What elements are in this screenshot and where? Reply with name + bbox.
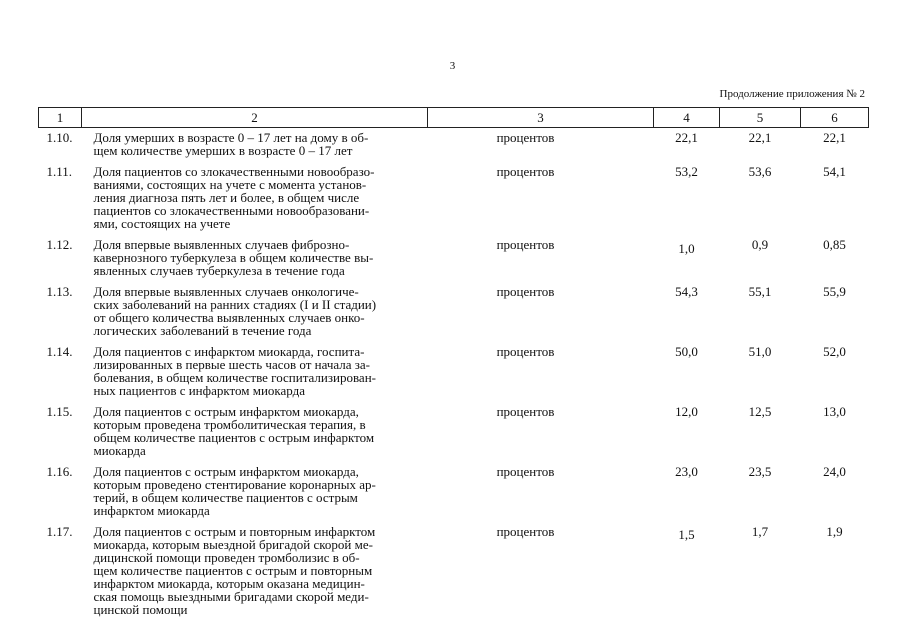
value-text: 1,0 [678, 241, 695, 256]
description-line: которым проведена тромболитическая терапия, в [93, 417, 366, 432]
row-description [82, 162, 428, 235]
table-row [39, 342, 869, 402]
row-unit: процентов [496, 284, 555, 299]
row-unit: процентов [496, 164, 555, 179]
description-line: инфарктом миокарда, которым оказана медицин- [93, 576, 365, 591]
value-text: 1,5 [678, 527, 695, 542]
header-col-4: 4 [654, 108, 720, 128]
table-header-row [39, 108, 869, 128]
value-col-4 [654, 235, 720, 282]
description-line: от общего количества выявленных случаев онко- [93, 310, 365, 325]
description-line: дицинской помощи проведен тромболизис в об- [93, 550, 360, 565]
value-col-5: 53,6 [748, 164, 772, 179]
page-number: 3 [449, 60, 456, 72]
row-number: 1.14. [46, 344, 73, 359]
table-row [39, 462, 869, 522]
value-col-4: 54,3 [675, 284, 698, 299]
header-col-3: 3 [428, 108, 654, 128]
description-line: болевания, в общем количестве госпитализирован- [93, 370, 376, 385]
value-col-6: 54,1 [823, 164, 846, 179]
value-col-5: 23,5 [748, 464, 772, 479]
description-line: миокарда [93, 443, 146, 458]
appendix-continuation-label: Продолжение приложения № 2 [719, 88, 865, 100]
header-col-1: 1 [39, 108, 82, 128]
row-description [82, 462, 428, 522]
header-col-6: 6 [801, 108, 869, 128]
description-line: щем количестве умерших в возрасте 0 – 17 лет [93, 143, 353, 158]
description-line: ская помощь выездными бригадами скорой меди- [93, 589, 369, 604]
description-line: миокарда, которым выездной бригадой скорой ме- [93, 537, 373, 552]
value-col-4 [654, 522, 720, 621]
row-unit: процентов [496, 464, 555, 479]
description-line: которым проведено стентирование коронарных ар- [93, 477, 376, 492]
value-col-6: 22,1 [823, 130, 846, 145]
table-row [39, 162, 869, 235]
row-number: 1.11. [46, 164, 73, 179]
description-line: пациентов со злокачественными новообразовани- [93, 203, 370, 218]
value-col-6: 52,0 [823, 344, 846, 359]
row-unit: процентов [496, 404, 555, 419]
description-line: ями, состоящих на учете [93, 216, 231, 231]
description-line: цинской помощи [93, 602, 188, 617]
description-line: Доля умерших в возрасте 0 – 17 лет на дому в об- [93, 130, 369, 145]
description-line: ления диагноза пять лет и более, в общем числе [93, 190, 360, 205]
row-number: 1.17. [46, 524, 73, 539]
table-row [39, 402, 869, 462]
row-description [82, 402, 428, 462]
value-col-6: 55,9 [823, 284, 846, 299]
value-col-4: 53,2 [675, 164, 698, 179]
description-line: Доля пациентов с острым и повторным инфарктом [93, 524, 376, 539]
value-col-6: 24,0 [823, 464, 846, 479]
row-number: 1.16. [46, 464, 73, 479]
value-col-4: 22,1 [675, 130, 698, 145]
description-line: лизированных в первые шесть часов от начала за- [93, 357, 371, 372]
value-col-5: 12,5 [748, 404, 772, 419]
description-line: Доля пациентов с острым инфарктом миокарда, [93, 404, 359, 419]
description-line: явленных случаев туберкулеза в течение года [93, 263, 345, 278]
row-description [82, 128, 428, 163]
table-row [39, 128, 869, 163]
description-line: общем количестве пациентов с острым инфарктом [93, 430, 375, 445]
row-number: 1.15. [46, 404, 73, 419]
value-col-6: 1,9 [826, 524, 843, 539]
description-line: Доля пациентов с инфарктом миокарда, госпита- [93, 344, 365, 359]
description-line: логических заболеваний в течение года [93, 323, 312, 338]
header-col-2: 2 [82, 108, 428, 128]
description-line: Доля пациентов со злокачественными новообразо- [93, 164, 375, 179]
description-line: щем количестве пациентов с острым и повторным [93, 563, 373, 578]
row-description [82, 235, 428, 282]
value-col-5: 1,7 [751, 524, 769, 539]
table-row [39, 235, 869, 282]
row-description [82, 522, 428, 621]
description-line: кавернозного туберкулеза в общем количестве вы- [93, 250, 374, 265]
description-line: Доля пациентов с острым инфарктом миокарда, [93, 464, 359, 479]
value-col-5: 0,9 [751, 237, 769, 252]
description-line: Доля впервые выявленных случаев фиброзно- [93, 237, 350, 252]
row-number: 1.10. [46, 130, 73, 145]
description-line: ваниями, состоящих на учете с момента установ- [93, 177, 367, 192]
value-col-5: 55,1 [748, 284, 772, 299]
header-col-5: 5 [720, 108, 801, 128]
table-row [39, 282, 869, 342]
row-description [82, 342, 428, 402]
description-line: терий, в общем количестве пациентов с острым [93, 490, 358, 505]
row-number: 1.13. [46, 284, 73, 299]
value-col-4: 50,0 [675, 344, 698, 359]
description-line: ских заболеваний на ранних стадиях (I и II стадии) [93, 297, 377, 312]
value-col-6: 0,85 [823, 237, 846, 252]
row-unit: процентов [496, 237, 555, 252]
row-description [82, 282, 428, 342]
description-line: инфарктом миокарда [93, 503, 210, 518]
description-line: ных пациентов с инфарктом миокарда [93, 383, 306, 398]
value-col-4: 23,0 [675, 464, 698, 479]
value-col-5: 51,0 [748, 344, 772, 359]
row-unit: процентов [496, 524, 555, 539]
row-unit: процентов [496, 344, 555, 359]
value-col-4: 12,0 [675, 404, 698, 419]
table-row [39, 522, 869, 621]
value-col-6: 13,0 [823, 404, 846, 419]
row-number: 1.12. [46, 237, 73, 252]
value-col-5: 22,1 [748, 130, 772, 145]
row-unit: процентов [496, 130, 555, 145]
indicators-table [38, 107, 869, 621]
description-line: Доля впервые выявленных случаев онкологиче- [93, 284, 359, 299]
